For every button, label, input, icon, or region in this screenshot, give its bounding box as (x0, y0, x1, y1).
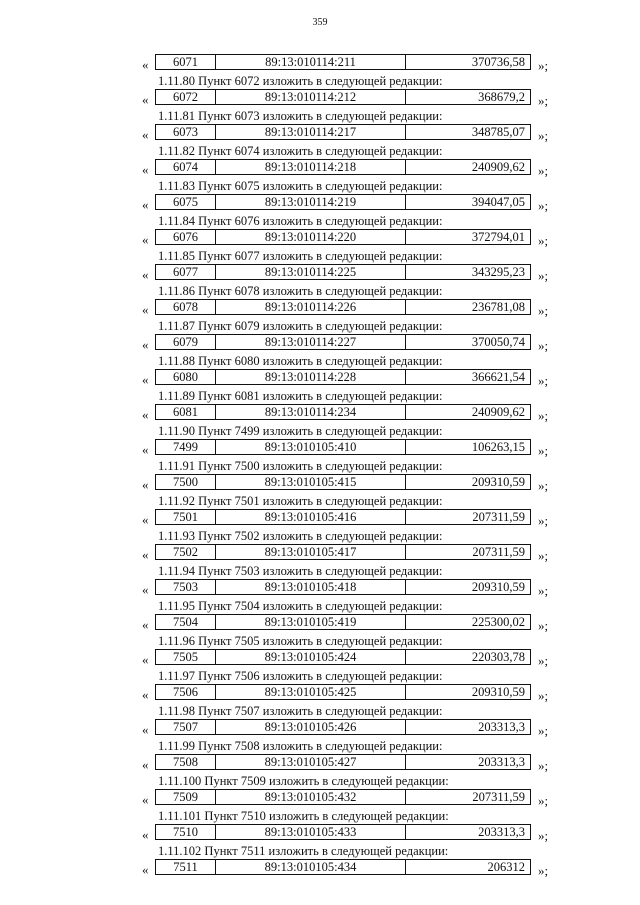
close-quote: »; (538, 128, 549, 143)
item-number-cell: 7501 (156, 510, 216, 524)
table-row-cells (155, 684, 531, 700)
table-row (0, 683, 640, 706)
cadastral-number-cell: 89:13:010114:220 (216, 230, 406, 244)
open-quote: « (142, 827, 149, 842)
open-quote: « (142, 372, 149, 387)
value-cell: 225300,02 (471, 615, 525, 629)
close-quote: »; (538, 478, 549, 493)
item-number-cell: 6073 (156, 125, 216, 139)
item-number-cell: 6077 (156, 265, 216, 279)
value-cell: 348785,07 (471, 125, 525, 139)
cadastral-number-cell: 89:13:010105:415 (216, 475, 406, 489)
close-quote: »; (538, 58, 549, 73)
table-row (0, 123, 640, 146)
item-number-cell: 6072 (156, 90, 216, 104)
value-cell: 220303,78 (471, 650, 525, 664)
cadastral-number-cell: 89:13:010105:433 (216, 825, 406, 839)
open-quote: « (142, 267, 149, 282)
cadastral-number-cell: 89:13:010105:418 (216, 580, 406, 594)
table-row-cells (155, 474, 531, 490)
amendment-heading: 1.11.101 Пункт 7510 изложить в следующей редакции: (158, 809, 449, 823)
item-number-cell: 7500 (156, 475, 216, 489)
amendment-heading: 1.11.92 Пункт 7501 изложить в следующей редакции: (158, 494, 443, 508)
table-row-cells (155, 194, 531, 210)
close-quote: »; (538, 268, 549, 283)
value-cell: 366621,54 (471, 370, 525, 384)
value-cell: 209310,59 (471, 580, 525, 594)
cadastral-number-cell: 89:13:010105:434 (216, 860, 406, 874)
table-row-cells (155, 859, 531, 875)
amendment-heading: 1.11.97 Пункт 7506 изложить в следующей редакции: (158, 669, 443, 683)
amendment-heading: 1.11.96 Пункт 7505 изложить в следующей редакции: (158, 634, 443, 648)
amendment-heading: 1.11.90 Пункт 7499 изложить в следующей редакции: (158, 424, 443, 438)
amendment-heading: 1.11.81 Пункт 6073 изложить в следующей редакции: (158, 109, 443, 123)
cadastral-number-cell: 89:13:010114:227 (216, 335, 406, 349)
table-row (0, 333, 640, 356)
item-number-cell: 6071 (156, 55, 216, 69)
table-row (0, 298, 640, 321)
open-quote: « (142, 792, 149, 807)
close-quote: »; (538, 233, 549, 248)
amendment-heading: 1.11.86 Пункт 6078 изложить в следующей редакции: (158, 284, 443, 298)
item-number-cell: 7511 (156, 860, 216, 874)
table-row-cells (155, 264, 531, 280)
table-row-cells (155, 299, 531, 315)
table-row-cells (155, 404, 531, 420)
table-row (0, 158, 640, 181)
value-cell: 203313,3 (478, 720, 525, 734)
amendment-heading: 1.11.87 Пункт 6079 изложить в следующей редакции: (158, 319, 443, 333)
amendment-heading: 1.11.85 Пункт 6077 изложить в следующей редакции: (158, 249, 443, 263)
open-quote: « (142, 442, 149, 457)
value-cell: 207311,59 (472, 545, 525, 559)
open-quote: « (142, 127, 149, 142)
close-quote: »; (538, 338, 549, 353)
item-number-cell: 6081 (156, 405, 216, 419)
item-number-cell: 6074 (156, 160, 216, 174)
open-quote: « (142, 617, 149, 632)
value-cell: 343295,23 (471, 265, 525, 279)
close-quote: »; (538, 723, 549, 738)
open-quote: « (142, 547, 149, 562)
table-row-cells (155, 824, 531, 840)
amendment-heading: 1.11.98 Пункт 7507 изложить в следующей редакции: (158, 704, 443, 718)
table-row-cells (155, 649, 531, 665)
item-number-cell: 6078 (156, 300, 216, 314)
item-number-cell: 7508 (156, 755, 216, 769)
cadastral-number-cell: 89:13:010114:217 (216, 125, 406, 139)
table-row-cells (155, 544, 531, 560)
table-row (0, 438, 640, 461)
open-quote: « (142, 302, 149, 317)
open-quote: « (142, 512, 149, 527)
value-cell: 207311,59 (472, 790, 525, 804)
table-row (0, 578, 640, 601)
amendment-heading: 1.11.84 Пункт 6076 изложить в следующей редакции: (158, 214, 443, 228)
cadastral-number-cell: 89:13:010105:432 (216, 790, 406, 804)
table-row-cells (155, 579, 531, 595)
close-quote: »; (538, 408, 549, 423)
value-cell: 207311,59 (472, 510, 525, 524)
table-row (0, 788, 640, 811)
open-quote: « (142, 337, 149, 352)
table-row-cells (155, 509, 531, 525)
table-row-cells (155, 124, 531, 140)
cadastral-number-cell: 89:13:010105:416 (216, 510, 406, 524)
value-cell: 236781,08 (471, 300, 525, 314)
cadastral-number-cell: 89:13:010114:211 (216, 55, 406, 69)
open-quote: « (142, 582, 149, 597)
close-quote: »; (538, 583, 549, 598)
table-row (0, 543, 640, 566)
close-quote: »; (538, 653, 549, 668)
item-number-cell: 7504 (156, 615, 216, 629)
open-quote: « (142, 862, 149, 877)
value-cell: 106263,15 (471, 440, 525, 454)
table-row-cells (155, 89, 531, 105)
table-row-cells (155, 54, 531, 70)
table-row-cells (155, 719, 531, 735)
value-cell: 240909,62 (471, 160, 525, 174)
cadastral-number-cell: 89:13:010114:226 (216, 300, 406, 314)
open-quote: « (142, 57, 149, 72)
open-quote: « (142, 722, 149, 737)
cadastral-number-cell: 89:13:010114:219 (216, 195, 406, 209)
open-quote: « (142, 652, 149, 667)
amendment-heading: 1.11.99 Пункт 7508 изложить в следующей редакции: (158, 739, 443, 753)
table-row (0, 508, 640, 531)
table-row (0, 473, 640, 496)
open-quote: « (142, 687, 149, 702)
table-row-cells (155, 614, 531, 630)
value-cell: 240909,62 (471, 405, 525, 419)
page-number: 359 (312, 17, 328, 28)
table-row (0, 193, 640, 216)
amendment-heading: 1.11.80 Пункт 6072 изложить в следующей редакции: (158, 74, 443, 88)
item-number-cell: 7499 (156, 440, 216, 454)
cadastral-number-cell: 89:13:010105:424 (216, 650, 406, 664)
table-row (0, 613, 640, 636)
close-quote: »; (538, 863, 549, 878)
amendment-heading: 1.11.94 Пункт 7503 изложить в следующей редакции: (158, 564, 443, 578)
table-row-cells (155, 369, 531, 385)
cadastral-number-cell: 89:13:010114:225 (216, 265, 406, 279)
table-row (0, 228, 640, 251)
table-row (0, 53, 640, 76)
value-cell: 370736,58 (471, 55, 525, 69)
cadastral-number-cell: 89:13:010105:427 (216, 755, 406, 769)
amendment-blocks (0, 76, 640, 881)
open-quote: « (142, 407, 149, 422)
table-row (0, 648, 640, 671)
close-quote: »; (538, 303, 549, 318)
value-cell: 209310,59 (471, 685, 525, 699)
table-row-cells (155, 789, 531, 805)
table-row (0, 823, 640, 846)
amendment-heading: 1.11.89 Пункт 6081 изложить в следующей редакции: (158, 389, 443, 403)
close-quote: »; (538, 198, 549, 213)
table-row-cells (155, 229, 531, 245)
cadastral-number-cell: 89:13:010105:419 (216, 615, 406, 629)
open-quote: « (142, 92, 149, 107)
amendment-heading: 1.11.83 Пункт 6075 изложить в следующей редакции: (158, 179, 443, 193)
item-number-cell: 7510 (156, 825, 216, 839)
table-row (0, 368, 640, 391)
item-number-cell: 6076 (156, 230, 216, 244)
value-cell: 203313,3 (478, 755, 525, 769)
cadastral-number-cell: 89:13:010105:410 (216, 440, 406, 454)
close-quote: »; (538, 93, 549, 108)
value-cell: 372794,01 (471, 230, 525, 244)
value-cell: 394047,05 (471, 195, 525, 209)
item-number-cell: 6079 (156, 335, 216, 349)
value-cell: 370050,74 (471, 335, 525, 349)
value-cell: 203313,3 (478, 825, 525, 839)
item-number-cell: 7505 (156, 650, 216, 664)
item-number-cell: 6080 (156, 370, 216, 384)
amendments-list (0, 53, 640, 881)
open-quote: « (142, 757, 149, 772)
table-row (0, 753, 640, 776)
item-number-cell: 7502 (156, 545, 216, 559)
cadastral-number-cell: 89:13:010114:228 (216, 370, 406, 384)
cadastral-number-cell: 89:13:010114:234 (216, 405, 406, 419)
close-quote: »; (538, 688, 549, 703)
table-row-cells (155, 439, 531, 455)
value-cell: 368679,2 (478, 90, 525, 104)
amendment-heading: 1.11.88 Пункт 6080 изложить в следующей редакции: (158, 354, 443, 368)
amendment-heading: 1.11.95 Пункт 7504 изложить в следующей редакции: (158, 599, 443, 613)
amendment-heading: 1.11.93 Пункт 7502 изложить в следующей редакции: (158, 529, 443, 543)
close-quote: »; (538, 758, 549, 773)
close-quote: »; (538, 513, 549, 528)
close-quote: »; (538, 828, 549, 843)
item-number-cell: 7506 (156, 685, 216, 699)
item-number-cell: 6075 (156, 195, 216, 209)
table-row-cells (155, 754, 531, 770)
table-row (0, 403, 640, 426)
value-cell: 209310,59 (471, 475, 525, 489)
table-row (0, 858, 640, 881)
cadastral-number-cell: 89:13:010114:212 (216, 90, 406, 104)
amendment-heading: 1.11.82 Пункт 6074 изложить в следующей редакции: (158, 144, 443, 158)
amendment-heading: 1.11.102 Пункт 7511 изложить в следующей редакции: (158, 844, 449, 858)
table-row (0, 263, 640, 286)
table-row-cells (155, 159, 531, 175)
open-quote: « (142, 477, 149, 492)
close-quote: »; (538, 163, 549, 178)
table-row (0, 88, 640, 111)
close-quote: »; (538, 443, 549, 458)
open-quote: « (142, 197, 149, 212)
cadastral-number-cell: 89:13:010105:425 (216, 685, 406, 699)
open-quote: « (142, 162, 149, 177)
close-quote: »; (538, 618, 549, 633)
item-number-cell: 7507 (156, 720, 216, 734)
table-row-cells (155, 334, 531, 350)
open-quote: « (142, 232, 149, 247)
cadastral-number-cell: 89:13:010105:417 (216, 545, 406, 559)
item-number-cell: 7503 (156, 580, 216, 594)
close-quote: »; (538, 548, 549, 563)
item-number-cell: 7509 (156, 790, 216, 804)
value-cell: 206312 (487, 860, 525, 874)
cadastral-number-cell: 89:13:010105:426 (216, 720, 406, 734)
close-quote: »; (538, 373, 549, 388)
table-row (0, 718, 640, 741)
cadastral-number-cell: 89:13:010114:218 (216, 160, 406, 174)
amendment-heading: 1.11.100 Пункт 7509 изложить в следующей редакции: (158, 774, 449, 788)
amendment-heading: 1.11.91 Пункт 7500 изложить в следующей редакции: (158, 459, 443, 473)
close-quote: »; (538, 793, 549, 808)
